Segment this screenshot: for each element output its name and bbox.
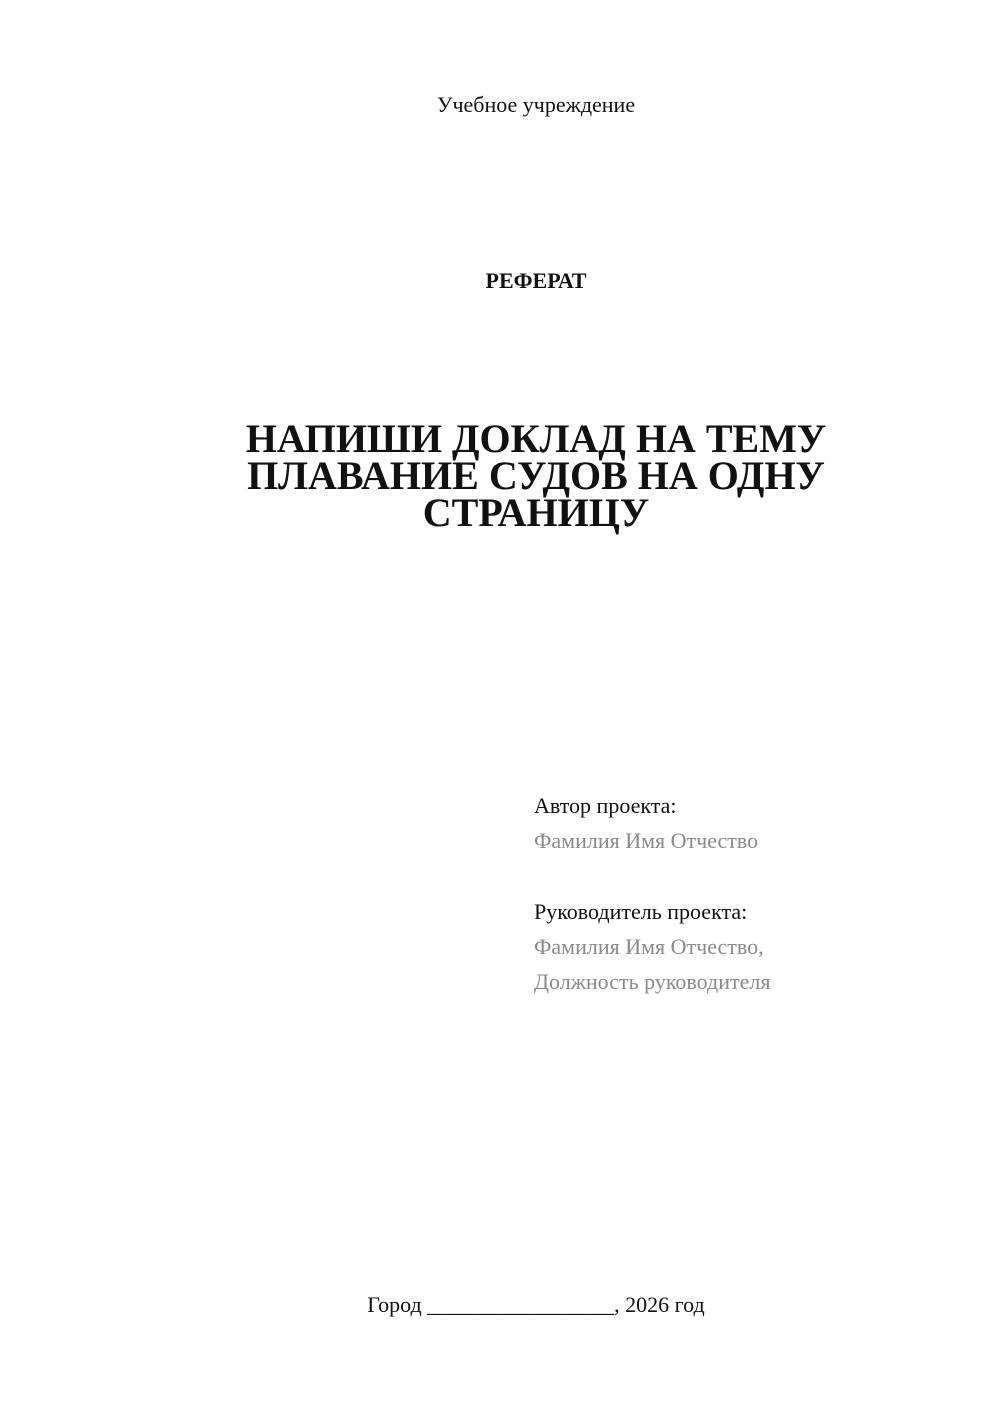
document-topic	[236, 416, 836, 535]
supervisor-position: Должность руководителя	[534, 969, 771, 994]
author-label: Автор проекта:	[534, 793, 677, 818]
supervisor-name: Фамилия Имя Отчество,	[534, 934, 764, 959]
institution-name: Учебное учреждение	[436, 92, 636, 117]
author-name: Фамилия Имя Отчество	[534, 828, 759, 853]
city-year-footer: Город _________________, 2026 год	[367, 1292, 705, 1317]
topic-line: СТРАНИЦУ	[422, 490, 650, 535]
supervisor-label: Руководитель проекта:	[534, 899, 748, 924]
topic-line: НАПИШИ ДОКЛАД НА ТЕМУ	[245, 416, 827, 461]
project-info	[534, 788, 770, 999]
topic-line: ПЛАВАНИЕ СУДОВ НА ОДНУ	[247, 453, 825, 498]
document-type: РЕФЕРАТ	[485, 268, 587, 293]
